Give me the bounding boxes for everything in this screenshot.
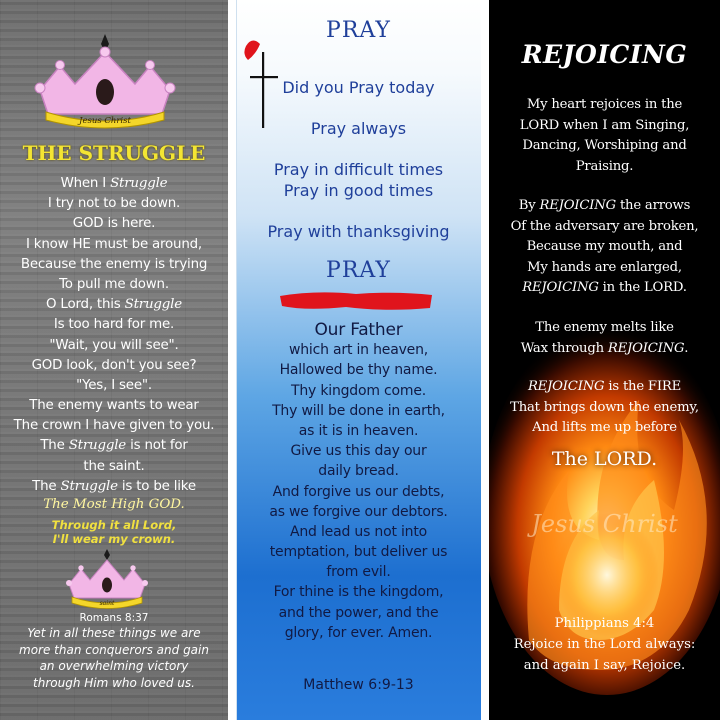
- prayer-line: as we forgive our debtors.: [269, 503, 448, 520]
- line-text: When I: [60, 176, 111, 191]
- text-line: [489, 418, 720, 439]
- text-line: [0, 436, 228, 456]
- emphasis-word: REJOICING: [522, 280, 599, 295]
- emphasis-word: REJOICING: [527, 379, 605, 394]
- line-text: O Lord, this: [46, 297, 125, 313]
- philippians-reference: Philippians 4:4: [554, 616, 655, 631]
- matthew-reference: Matthew 6:9-13: [303, 677, 414, 693]
- text-line: [0, 315, 228, 335]
- prayer-line: from evil.: [326, 564, 391, 581]
- pray-line: Pray always: [310, 119, 407, 138]
- line-text: I try not to be down.: [47, 196, 181, 212]
- block-line: Praising.: [575, 158, 634, 174]
- line-text: is to be like: [117, 478, 196, 494]
- text-line: [489, 237, 720, 258]
- philippians-verse-line: and again I say, Rejoice.: [523, 658, 686, 673]
- prayer-line: as it is in heaven.: [298, 422, 419, 439]
- line-text: The: [40, 438, 69, 454]
- rejoicing-block-2: [489, 196, 720, 299]
- line-text: Is too hard for me.: [53, 317, 175, 333]
- text-line: [0, 295, 228, 315]
- through-line-2: I'll wear my crown.: [52, 532, 176, 546]
- crown-label: Jesus Christ: [79, 116, 131, 126]
- prayer-line: Thy kingdom come.: [290, 382, 427, 399]
- line-text: And lifts me up before: [532, 420, 677, 435]
- small-crown-icon: [64, 548, 150, 610]
- rejoicing-block-4: [489, 377, 720, 439]
- through-line-1: Through it all Lord,: [51, 518, 177, 532]
- emphasis-word: Struggle: [60, 478, 118, 494]
- struggle-bookmark: [0, 0, 228, 720]
- line-text: GOD is here.: [72, 216, 156, 232]
- text-line: [489, 217, 720, 238]
- rejoicing-block-3: [489, 318, 720, 359]
- line-text: The: [32, 478, 61, 494]
- prayer-line: Give us this day our: [290, 443, 427, 460]
- text-line: [0, 416, 228, 436]
- text-line: [489, 318, 720, 339]
- redaction-mark: [276, 290, 436, 312]
- line-text: Wax through: [520, 340, 608, 356]
- line-text: is the FIRE: [604, 379, 682, 394]
- prayer-line: And forgive us our debts,: [272, 483, 445, 500]
- verse-line: Yet in all these things we are: [27, 626, 201, 640]
- prayer-line: which art in heaven,: [288, 342, 428, 359]
- text-line: [0, 336, 228, 356]
- line-text: in the LORD.: [598, 280, 687, 295]
- line-text: Of the adversary are broken,: [510, 218, 699, 234]
- emphasis-word: Struggle: [68, 438, 127, 454]
- emphasis-word: REJOICING: [607, 340, 685, 356]
- text-line: [0, 194, 228, 214]
- prayer-line: daily bread.: [318, 463, 399, 480]
- text-line: [0, 214, 228, 234]
- text-line: [0, 235, 228, 255]
- line-text: "Wait, you will see".: [49, 337, 179, 353]
- emphasis-word: Struggle: [110, 176, 168, 191]
- verse-line: through Him who loved us.: [33, 675, 195, 690]
- line-text: Because my mouth, and: [526, 239, 683, 254]
- struggle-title: THE STRUGGLE: [22, 141, 206, 165]
- text-line: [0, 356, 228, 376]
- line-text: I know HE must be around,: [26, 236, 202, 252]
- verse-line: more than conquerors and gain: [19, 642, 209, 657]
- line-text: The crown I have given to you.: [13, 418, 215, 434]
- prayer-line: and the power, and the: [278, 604, 439, 621]
- crown-icon: [30, 32, 180, 134]
- pray-heading: PRAY: [326, 18, 391, 43]
- text-line: [489, 377, 720, 398]
- rejoicing-bookmark: [489, 0, 720, 720]
- text-line: [489, 339, 720, 360]
- philippians-verse-line: Rejoice in the Lord always:: [513, 637, 696, 652]
- most-high-line: The Most High GOD.: [43, 497, 185, 512]
- text-line: [0, 396, 228, 416]
- lords-prayer: [236, 320, 481, 643]
- line-text: The enemy wants to wear: [29, 398, 199, 414]
- block-line: Dancing, Worshiping and: [522, 138, 687, 153]
- romans-reference: Romans 8:37: [79, 612, 149, 624]
- line-text: GOD look, don't you see?: [31, 357, 197, 373]
- emphasis-word: Struggle: [124, 297, 182, 313]
- prayer-line: temptation, but deliver us: [269, 544, 448, 561]
- rejoicing-block-1: [489, 95, 720, 177]
- text-line: [489, 196, 720, 217]
- text-line: [0, 275, 228, 295]
- prayer-line: For thine is the kingdom,: [273, 584, 444, 601]
- pray-bookmark: [236, 0, 481, 720]
- text-line: [0, 477, 228, 497]
- text-line: [0, 457, 228, 477]
- pray-line: Pray in good times: [283, 181, 434, 200]
- text-line: [489, 278, 720, 299]
- pray-line: Pray in difficult times: [273, 160, 444, 179]
- line-text: the saint.: [83, 458, 145, 474]
- line-text: By: [518, 198, 540, 213]
- prayer-line: glory, for ever. Amen.: [284, 624, 433, 641]
- prayer-line: Our Father: [314, 320, 403, 340]
- text-line: [0, 255, 228, 275]
- line-text: My hands are enlarged,: [527, 259, 682, 275]
- text-line: [489, 398, 720, 419]
- line-text: That brings down the enemy,: [510, 399, 699, 415]
- small-crown-label: saint: [99, 600, 115, 607]
- struggle-poem: [0, 174, 228, 497]
- romans-verse: [0, 625, 228, 691]
- line-text: Because the enemy is trying: [20, 256, 208, 272]
- line-text: .: [684, 340, 689, 356]
- line-text: To pull me down.: [59, 276, 169, 292]
- pray-line: Pray with thanksgiving: [267, 222, 450, 241]
- the-lord-line: The LORD.: [551, 448, 658, 470]
- pray-heading-2: PRAY: [326, 258, 391, 283]
- rejoicing-title: REJOICING: [521, 40, 688, 69]
- prayer-line: Thy will be done in earth,: [272, 402, 445, 419]
- line-text: The enemy melts like: [535, 320, 674, 335]
- pray-line: Did you Pray today: [282, 78, 435, 97]
- text-line: [0, 174, 228, 194]
- block-line: LORD when I am Singing,: [519, 117, 690, 133]
- block-line: My heart rejoices in the: [526, 97, 683, 112]
- text-line: [0, 376, 228, 396]
- jesus-christ-watermark: Jesus Christ: [531, 510, 678, 538]
- line-text: "Yes, I see".: [76, 377, 152, 393]
- text-line: [489, 258, 720, 279]
- line-text: the arrows: [615, 198, 691, 213]
- prayer-line: Hallowed be thy name.: [279, 362, 438, 379]
- prayer-line: And lead us not into: [289, 523, 428, 540]
- emphasis-word: REJOICING: [539, 198, 616, 213]
- line-text: is not for: [126, 438, 188, 454]
- verse-line: an overwhelming victory: [39, 659, 189, 673]
